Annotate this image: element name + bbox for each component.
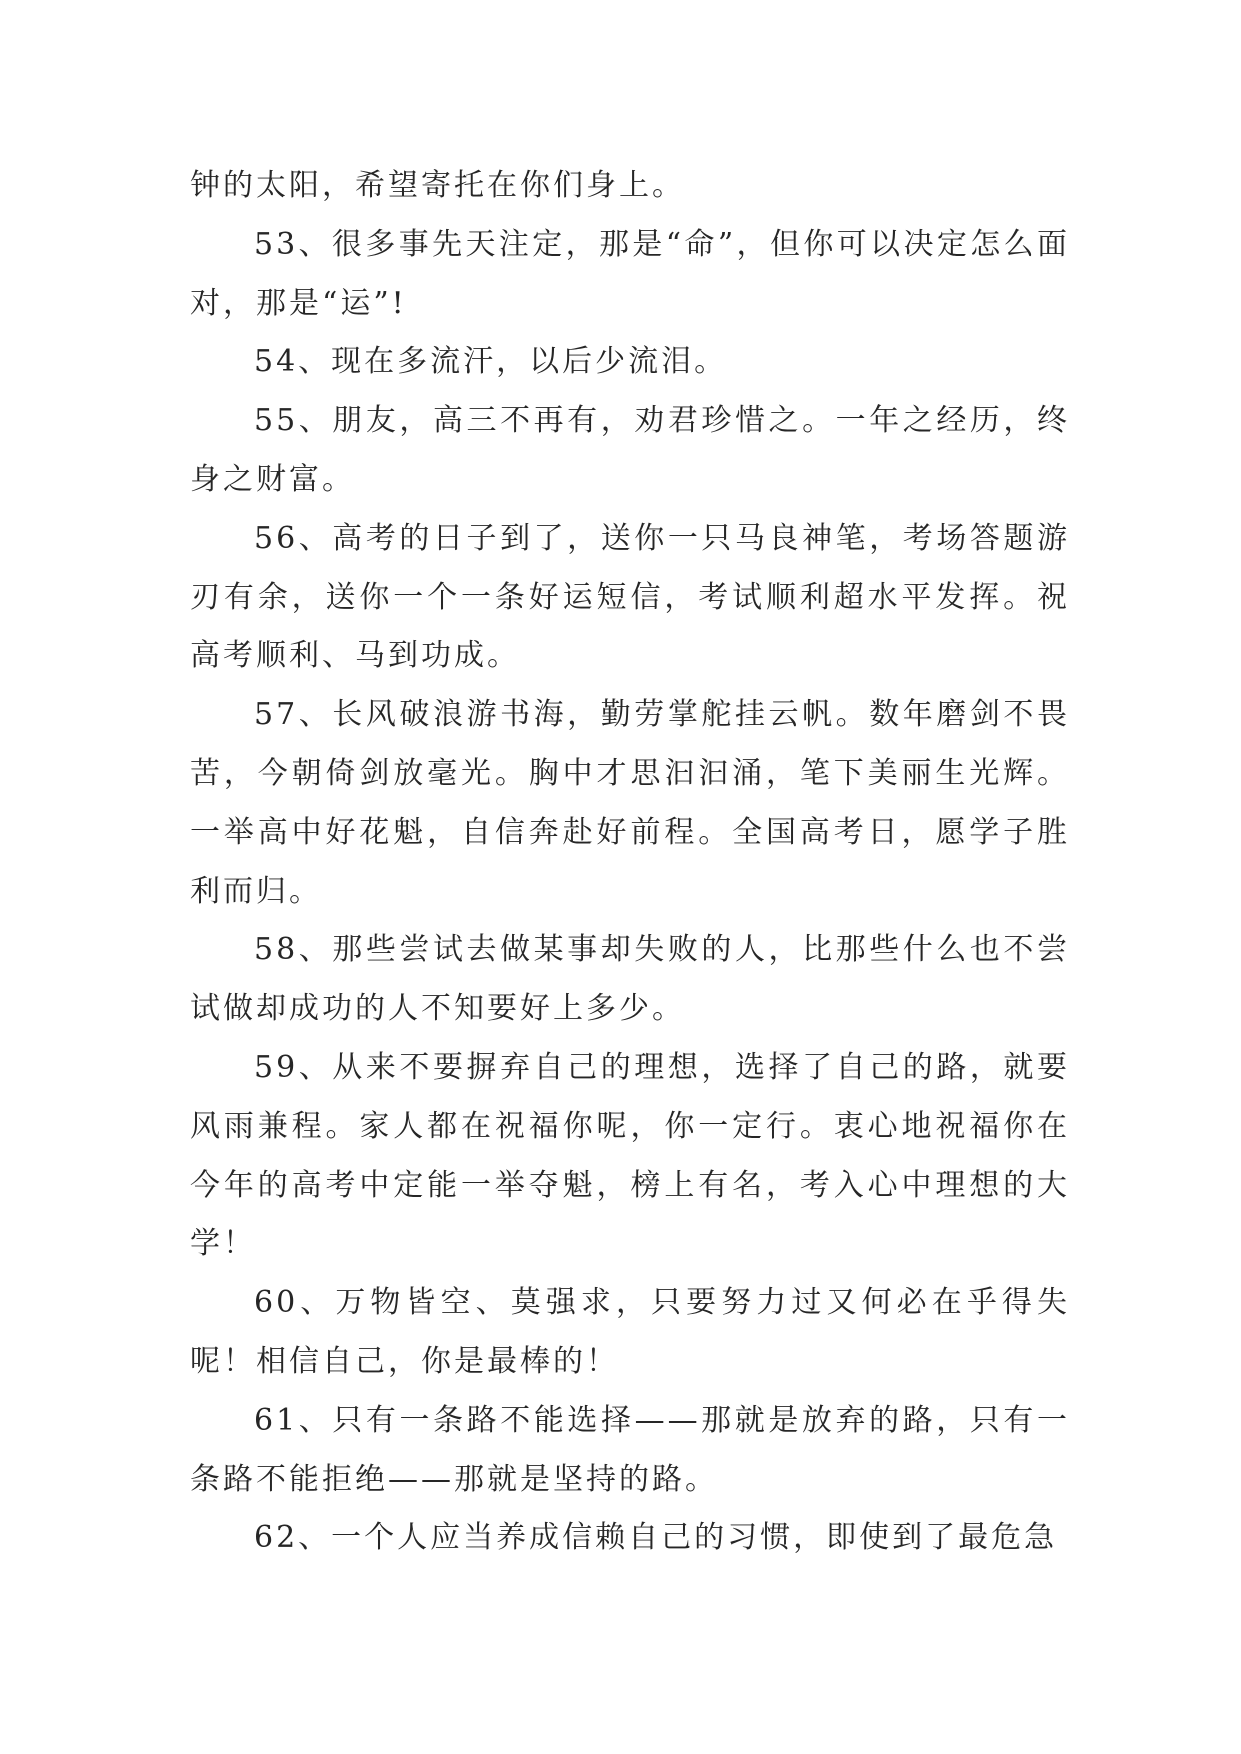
paragraph-57: 57、长风破浪游书海，勤劳掌舵挂云帆。数年磨剑不畏苦，今朝倚剑放毫光。胸中才思汩汩涌，笔下美丽生光辉。一举高中好花魁，自信奔赴好前程。全国高考日，愿学子胜利而归。 xyxy=(190,697,1070,909)
paragraph-continuation: 钟的太阳，希望寄托在你们身上。 xyxy=(190,168,685,203)
paragraph-53: 53、很多事先天注定，那是“命”，但你可以决定怎么面对，那是“运”! xyxy=(190,226,1070,321)
paragraph-58: 58、那些尝试去做某事却失败的人，比那些什么也不尝试做却成功的人不知要好上多少。 xyxy=(190,932,1070,1027)
paragraph-62: 62、一个人应当养成信赖自己的习惯，即使到了最危急 xyxy=(254,1520,1058,1556)
body-text xyxy=(190,157,1070,1568)
paragraph-54: 54、现在多流汗，以后少流泪。 xyxy=(254,344,728,380)
paragraph-61: 61、只有一条路不能选择——那就是放弃的路，只有一条路不能拒绝——那就是坚持的路。 xyxy=(190,1402,1070,1497)
paragraph-60: 60、万物皆空、莫强求，只要努力过又何必在乎得失呢！相信自己，你是最棒的！ xyxy=(190,1285,1070,1379)
paragraph-55: 55、朋友，高三不再有，劝君珍惜之。一年之经历，终身之财富。 xyxy=(190,403,1070,497)
paragraph-56: 56、高考的日子到了，送你一只马良神笔，考场答题游刃有余，送你一个一条好运短信，考试顺利超水平发挥。祝高考顺利、马到功成。 xyxy=(190,520,1070,674)
paragraph-59: 59、从来不要摒弃自己的理想，选择了自己的路，就要风雨兼程。家人都在祝福你呢，你一定行。衷心地祝福你在今年的高考中定能一举夺魁，榜上有名，考入心中理想的大学！ xyxy=(190,1049,1070,1262)
